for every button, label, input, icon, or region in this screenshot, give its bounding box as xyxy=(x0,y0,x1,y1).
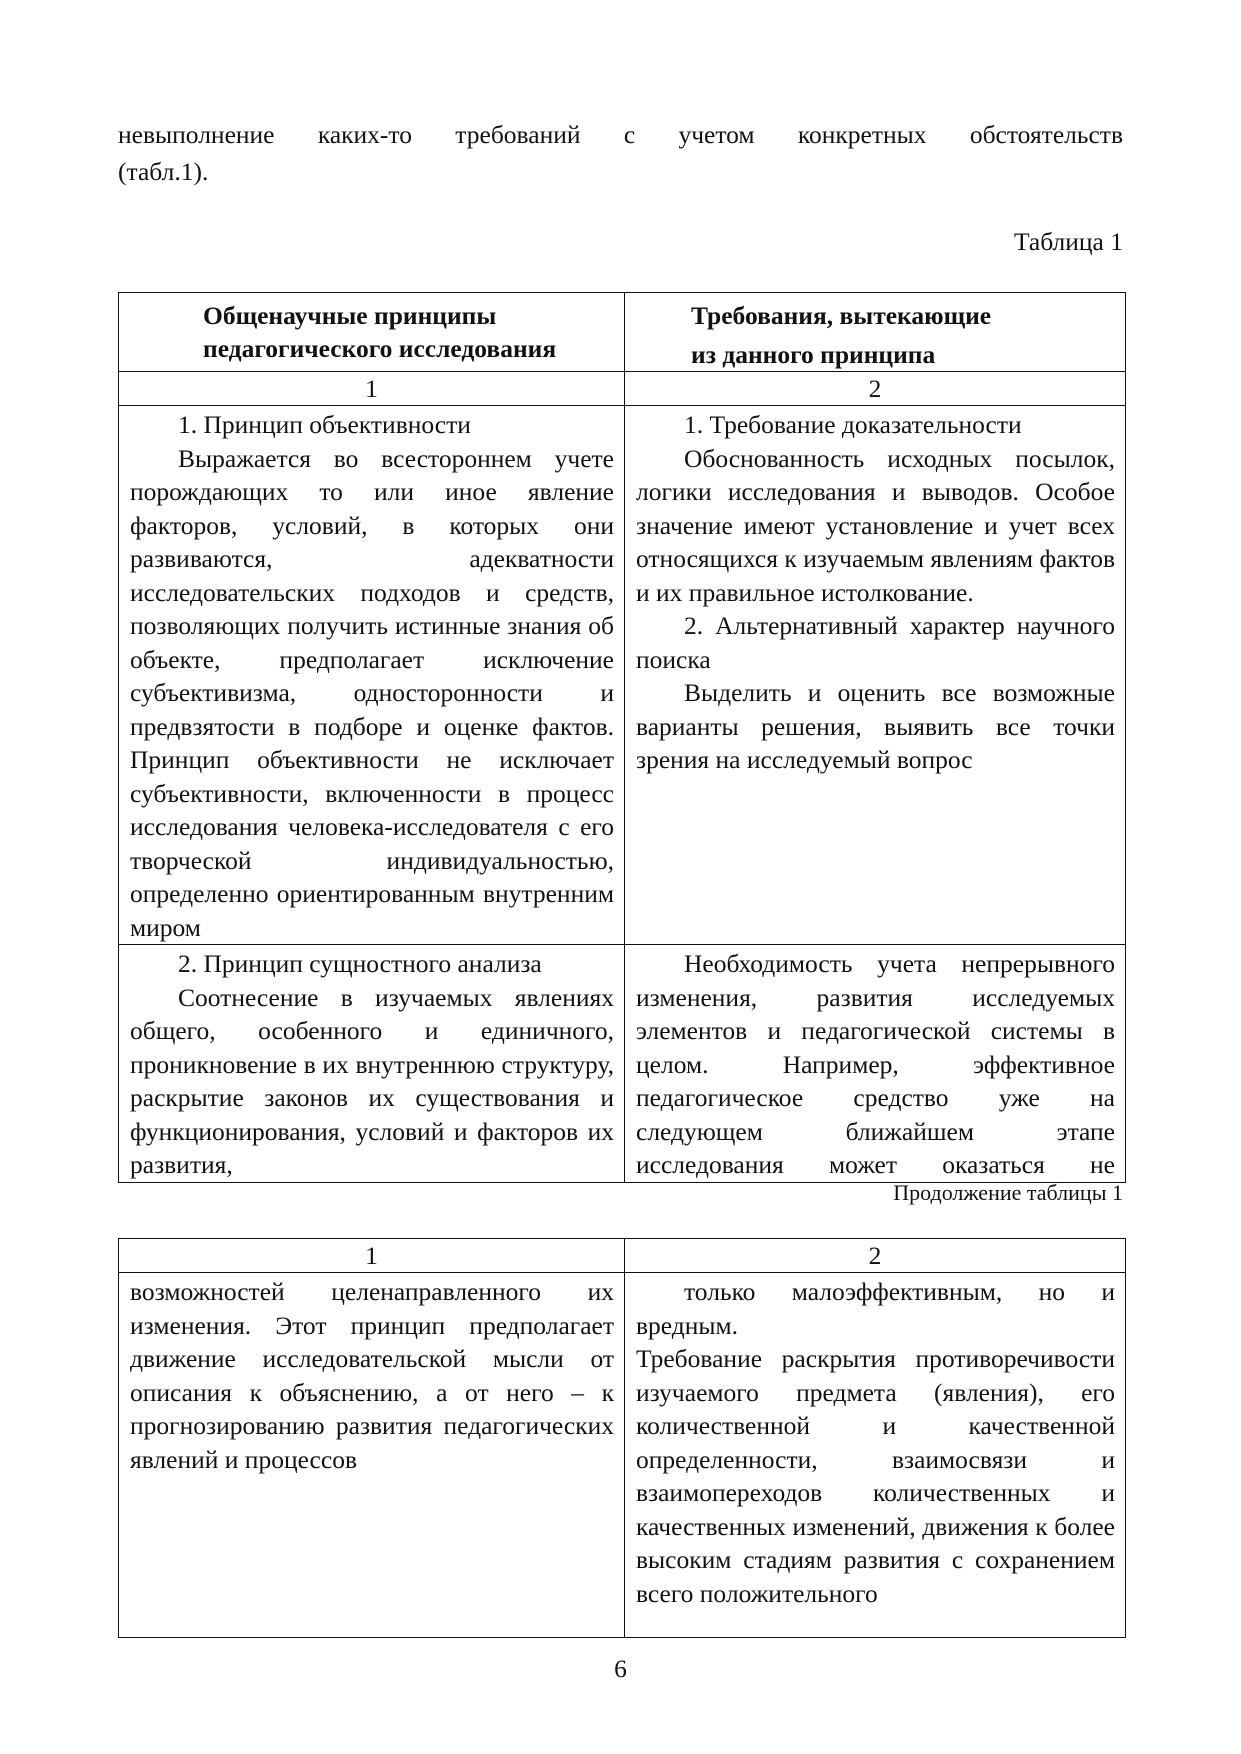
column-number-row xyxy=(119,1239,1126,1273)
column-number-2: 2 xyxy=(625,1239,1126,1273)
column-number-1: 1 xyxy=(119,1239,625,1273)
header-col-2-line-1: Требования, вытекающие xyxy=(691,301,992,330)
row-2-right-cell xyxy=(625,945,1126,1183)
table-row xyxy=(119,1273,1126,1638)
page-number: 6 xyxy=(614,1654,627,1683)
intro-line-2: (табл.1). xyxy=(118,157,209,186)
principle-description: возможностей целенаправленного их изменения. Этот принцип предполагает движение исследовательской мысли от описания к объяснению, а от него – к прогнозированию развития педагогических явлений и процессов xyxy=(130,1277,614,1474)
header-row xyxy=(119,293,1126,372)
principle-description: Выражается во всестороннем учете порождающих то или иное явление факторов, условий, в которых они развиваются, адекватности исследовательских подходов и средств, позволяющих получить истинные знания об объекте, предполагает исключение субъективизма, односторонности и предвзятости в подборе и оценке фактов. Принцип объективности не исключает субъективности, включенности в процесс исследования человека-исследователя с его творческой индивидуальностью, определенно ориентированным внутренним миром xyxy=(130,443,614,942)
column-number-1: 1 xyxy=(119,372,625,406)
header-col-2 xyxy=(625,293,1126,372)
table-row xyxy=(119,945,1126,1183)
requirement-description: только малоэффективным, но и вредным. xyxy=(636,1277,1115,1340)
requirement-description: Обоснованность исходных посылок, логики исследования и выводов. Особое значение имеют установление и учет всех относящихся к изучаемым явлениям фактов и их правильное истолкование. xyxy=(636,443,1115,607)
requirement-description: Необходимость учета непрерывного изменения, развития исследуемых элементов и педагогической системы в целом. Например, эффективное педагогическое средство уже на следующем ближайшем этапе исследования может оказаться не xyxy=(636,949,1115,1179)
requirement-title: 2. Альтернативный характер научного поиска xyxy=(636,611,1115,674)
row-3-right-cell xyxy=(625,1273,1126,1638)
row-1-right-cell xyxy=(625,406,1126,945)
requirement-description: Требование раскрытия противоречивости изучаемого предмета (явления), его количественной и качественной определенности, взаимосвязи и взаимопереходов количественных и качественных изменений, движения к более высоким стадиям развития с сохранением всего положительного xyxy=(636,1344,1115,1608)
continuation-caption: Продолжение таблицы 1 xyxy=(893,1180,1123,1205)
principle-title: 1. Принцип объективности xyxy=(178,410,471,439)
principles-table xyxy=(118,292,1126,1183)
requirement-description: Выделить и оценить все возможные варианты решения, выявить все точки зрения на исследуемый вопрос xyxy=(636,678,1115,774)
column-number-2: 2 xyxy=(625,372,1126,406)
principle-title: 2. Принцип сущностного анализа xyxy=(178,949,542,978)
header-col-1 xyxy=(119,293,625,372)
row-1-left-cell xyxy=(119,406,625,945)
table-caption: Таблица 1 xyxy=(1013,227,1123,256)
row-2-left-cell xyxy=(119,945,625,1183)
requirement-title: 1. Требование доказательности xyxy=(684,410,1022,439)
principles-table-continued xyxy=(118,1238,1126,1638)
principle-description: Соотнесение в изучаемых явлениях общего, особенного и единичного, проникновение в их внутреннюю структуру, раскрытие законов их существования и функционирования, условий и факторов их развития, xyxy=(130,982,614,1179)
table-row xyxy=(119,406,1126,945)
intro-paragraph xyxy=(118,116,1123,190)
header-col-1-line-2: педагогического исследования xyxy=(203,334,557,363)
header-col-2-line-2: из данного принципа xyxy=(691,340,936,369)
column-number-row xyxy=(119,372,1126,406)
row-3-left-cell xyxy=(119,1273,625,1638)
intro-line-1: невыполнение каких-то требований с учетом конкретных обстоятельств xyxy=(118,120,1123,149)
header-col-1-line-1: Общенаучные принципы xyxy=(203,301,497,330)
